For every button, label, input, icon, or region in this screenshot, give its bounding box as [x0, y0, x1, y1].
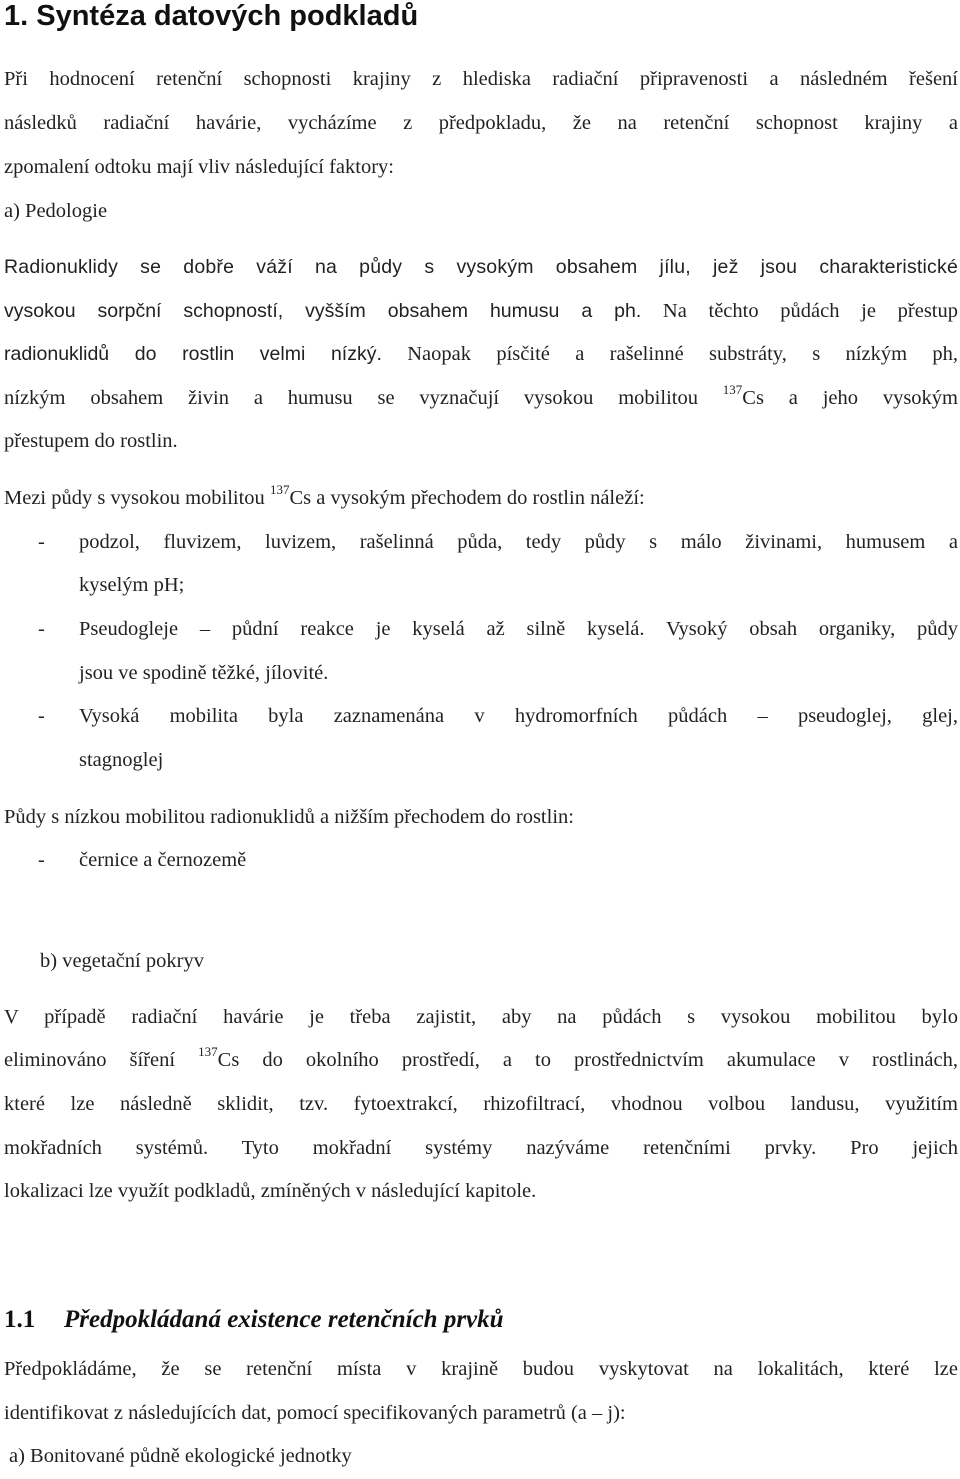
low-mobility-intro: Půdy s nízkou mobilitou radionuklidů a nižším přechodem do rostlin: [4, 806, 574, 828]
radionuclides-line-3-sans: radionuklidů do rostlin velmi nízký. [4, 343, 382, 365]
high-mobility-item-3-line-1: Vysoká mobilita byla zaznamenána v hydromorfních půdách – pseudoglej, glej, [79, 705, 958, 727]
radionuclides-line-4-b: Cs a jeho vysokým [742, 387, 958, 409]
list-dash: - [38, 618, 45, 640]
intro-line-1: Při hodnocení retenční schopnosti krajiny z hlediska radiační připravenosti a následném řešení [4, 68, 958, 90]
high-mobility-item-3-line-2: stagnoglej [79, 749, 164, 771]
radionuclides-line-4-a: nízkým obsahem živin a humusu se vyznačují vysokou mobilitou [4, 387, 723, 409]
vegetation-line-2-a: eliminováno šíření [4, 1049, 199, 1071]
section-para-line-2: identifikovat z následujících dat, pomocí specifikovaných parametrů (a – j): [4, 1402, 626, 1424]
list-dash: - [38, 705, 45, 727]
radionuclides-line-3-serif: Naopak písčité a rašelinné substráty, s nízkým ph, [381, 343, 958, 365]
section-number: 1.1 [4, 1306, 36, 1333]
intro-line-2: následků radiační havárie, vycházíme z předpokladu, že na retenční schopnost krajiny a [4, 112, 958, 134]
vegetation-line-3: které lze následně sklidit, tzv. fytoextrakcí, rhizofiltrací, vhodnou volbou landusu, využitím [4, 1093, 958, 1115]
vegetation-line-2-b: Cs do okolního prostředí, a to prostřednictvím akumulace v rostlinách, [217, 1049, 959, 1071]
vegetation-line-5: lokalizaci lze využít podkladů, zmíněných v následující kapitole. [4, 1180, 537, 1202]
factor-a-label: a) Pedologie [4, 200, 108, 222]
radionuclides-line-3 [4, 333, 958, 377]
radionuclides-line-4 [4, 377, 958, 421]
list-dash: - [38, 849, 45, 871]
list-dash: - [38, 531, 45, 553]
low-mobility-item-1: černice a černozemě [79, 849, 247, 871]
isotope-superscript: 137 [198, 1044, 218, 1059]
high-mobility-item-1-line-2: kyselým pH; [79, 574, 185, 596]
section-title: Předpokládaná existence retenčních prvků [64, 1306, 504, 1333]
high-mobility-intro-a: Mezi půdy s vysokou mobilitou [4, 487, 270, 509]
vegetation-line-2 [4, 1039, 958, 1083]
isotope-superscript: 137 [269, 482, 290, 497]
high-mobility-item-2-line-2: jsou ve spodině těžké, jílovité. [79, 662, 329, 684]
isotope-superscript: 137 [722, 382, 743, 397]
high-mobility-item-1-line-1: podzol, fluvizem, luvizem, rašelinná půda, tedy půdy s málo živinami, humusem a [79, 531, 958, 553]
list-item-a: a) Bonitované půdně ekologické jednotky [9, 1445, 352, 1467]
high-mobility-intro-b: Cs a vysokým přechodem do rostlin náleží: [289, 487, 645, 509]
radionuclides-line-2-serif: Na těchto půdách je přestup [641, 300, 958, 322]
high-mobility-intro [4, 477, 958, 521]
vegetation-line-4: mokřadních systémů. Tyto mokřadní systémy nazýváme retenčními prvky. Pro jejich [4, 1137, 958, 1159]
radionuclides-line-2 [4, 290, 958, 334]
vegetation-line-1: V případě radiační havárie je třeba zajistit, aby na půdách s vysokou mobilitou bylo [4, 1006, 958, 1028]
section-para-line-1: Předpokládáme, že se retenční místa v krajině budou vyskytovat na lokalitách, které lze [4, 1358, 958, 1380]
chapter-heading: 1. Syntéza datových podkladů [4, 0, 419, 32]
radionuclides-line-1: Radionuklidy se dobře váží na půdy s vysokým obsahem jílu, jež jsou charakteristické [4, 256, 958, 278]
radionuclides-line-2-sans: vysokou sorpční schopností, vyšším obsahem humusu a ph. [4, 300, 642, 322]
radionuclides-line-5: přestupem do rostlin. [4, 430, 178, 452]
intro-line-3: zpomalení odtoku mají vliv následující faktory: [4, 156, 394, 178]
factor-b-label: b) vegetační pokryv [40, 950, 204, 972]
high-mobility-item-2-line-1: Pseudogleje – půdní reakce je kyselá až silně kyselá. Vysoký obsah organiky, půdy [79, 618, 958, 640]
section-heading [4, 1298, 504, 1342]
